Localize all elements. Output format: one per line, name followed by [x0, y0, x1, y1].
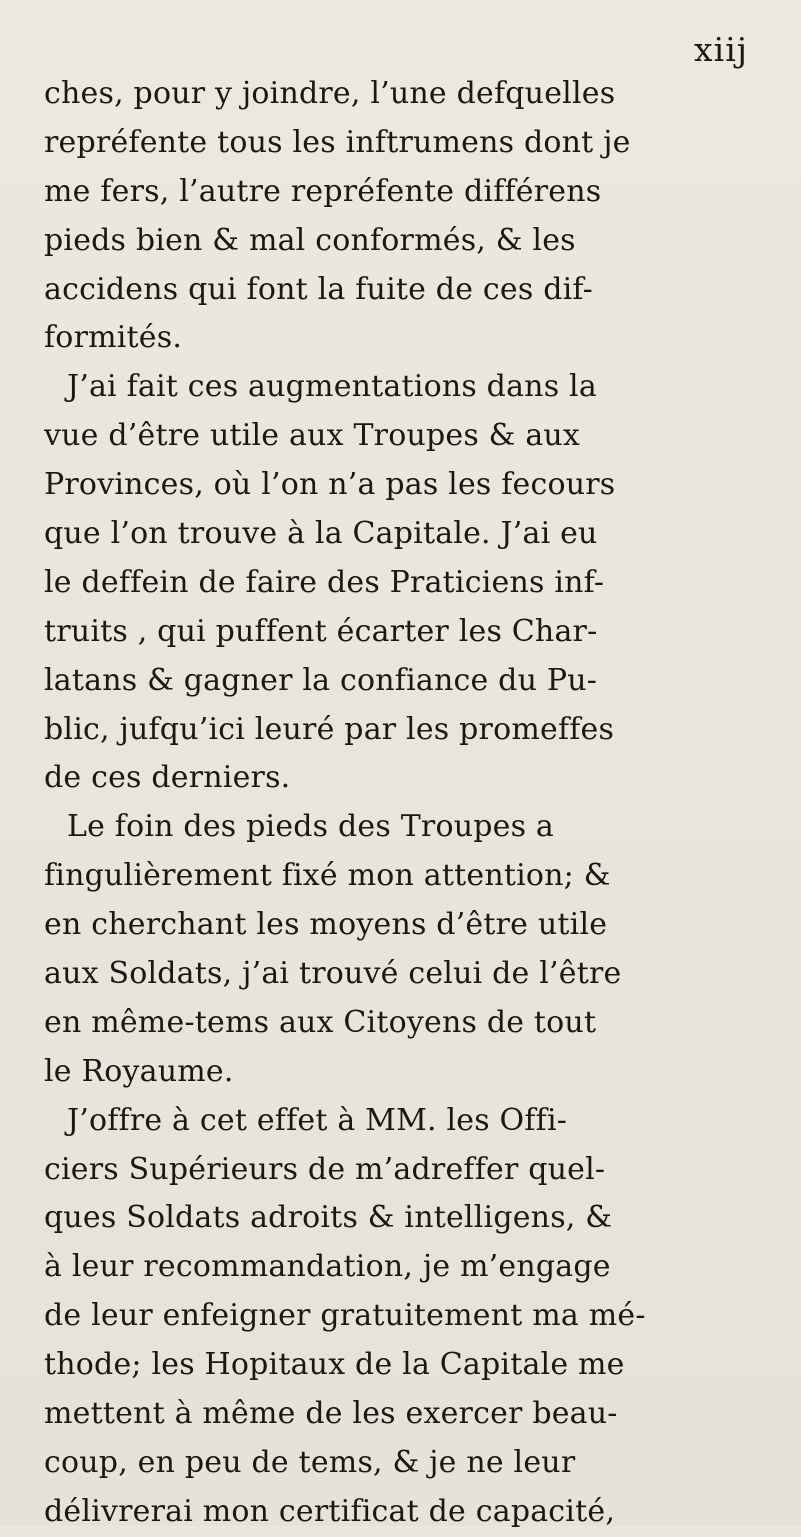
text-line: mettent à même de les exercer beau-: [44, 1396, 618, 1432]
text-line: de leur enfeigner gratuitement ma mé-: [44, 1298, 646, 1334]
text-line: ches, pour y joindre, l’une defquelles: [44, 76, 616, 111]
text-line: Provinces, où l’on n’a pas les fecours: [44, 467, 616, 503]
text-line: latans & gagner la confiance du Pu-: [44, 662, 598, 698]
page-number: xiij: [694, 30, 748, 69]
text-line: en cherchant les moyens d’être utile: [44, 907, 608, 943]
text-line: me fers, l’autre repréfente différens: [44, 173, 602, 209]
text-line: vue d’être utile aux Troupes & aux: [44, 418, 581, 454]
text-line: coup, en peu de tems, & je ne leur: [44, 1444, 576, 1480]
text-line: formités.: [44, 320, 183, 356]
text-line: thode; les Hopitaux de la Capitale me: [44, 1347, 625, 1383]
text-line: accidens qui font la fuite de ces dif-: [44, 271, 593, 307]
text-line: en même-tems aux Citoyens de tout: [44, 1004, 597, 1040]
text-line: ques Soldats adroits & intelligens, &: [44, 1200, 613, 1236]
paragraph-start-line: J’offre à cet effet à MM. les Offi-: [67, 1102, 568, 1138]
paragraph-start-line: J’ai fait ces augmentations dans la: [67, 369, 597, 405]
text-line: délivrerai mon certificat de capacité,: [44, 1493, 616, 1529]
text-line: à leur recommandation, je m’engage: [44, 1249, 611, 1285]
text-line: truits , qui puffent écarter les Char-: [44, 613, 598, 649]
text-line: que l’on trouve à la Capitale. J’ai eu: [44, 516, 598, 552]
page-text: [44, 30, 774, 1537]
text-line: ciers Supérieurs de m’adreffer quel-: [44, 1151, 606, 1187]
text-line: de ces derniers.: [44, 760, 291, 796]
text-line: fingulièrement fixé mon attention; &: [44, 858, 611, 894]
text-line: pieds bien & mal conformés, & les: [44, 222, 576, 258]
text-line: le Royaume.: [44, 1053, 234, 1089]
paragraph-start-line: Le foin des pieds des Troupes a: [67, 809, 555, 845]
text-line: repréfente tous les inftrumens dont je: [44, 124, 631, 160]
text-line: blic, jufqu’ici leuré par les promeffes: [44, 711, 615, 747]
text-line: le deffein de faire des Praticiens inf-: [44, 564, 605, 600]
text-line: aux Soldats, j’ai trouvé celui de l’être: [44, 956, 622, 992]
